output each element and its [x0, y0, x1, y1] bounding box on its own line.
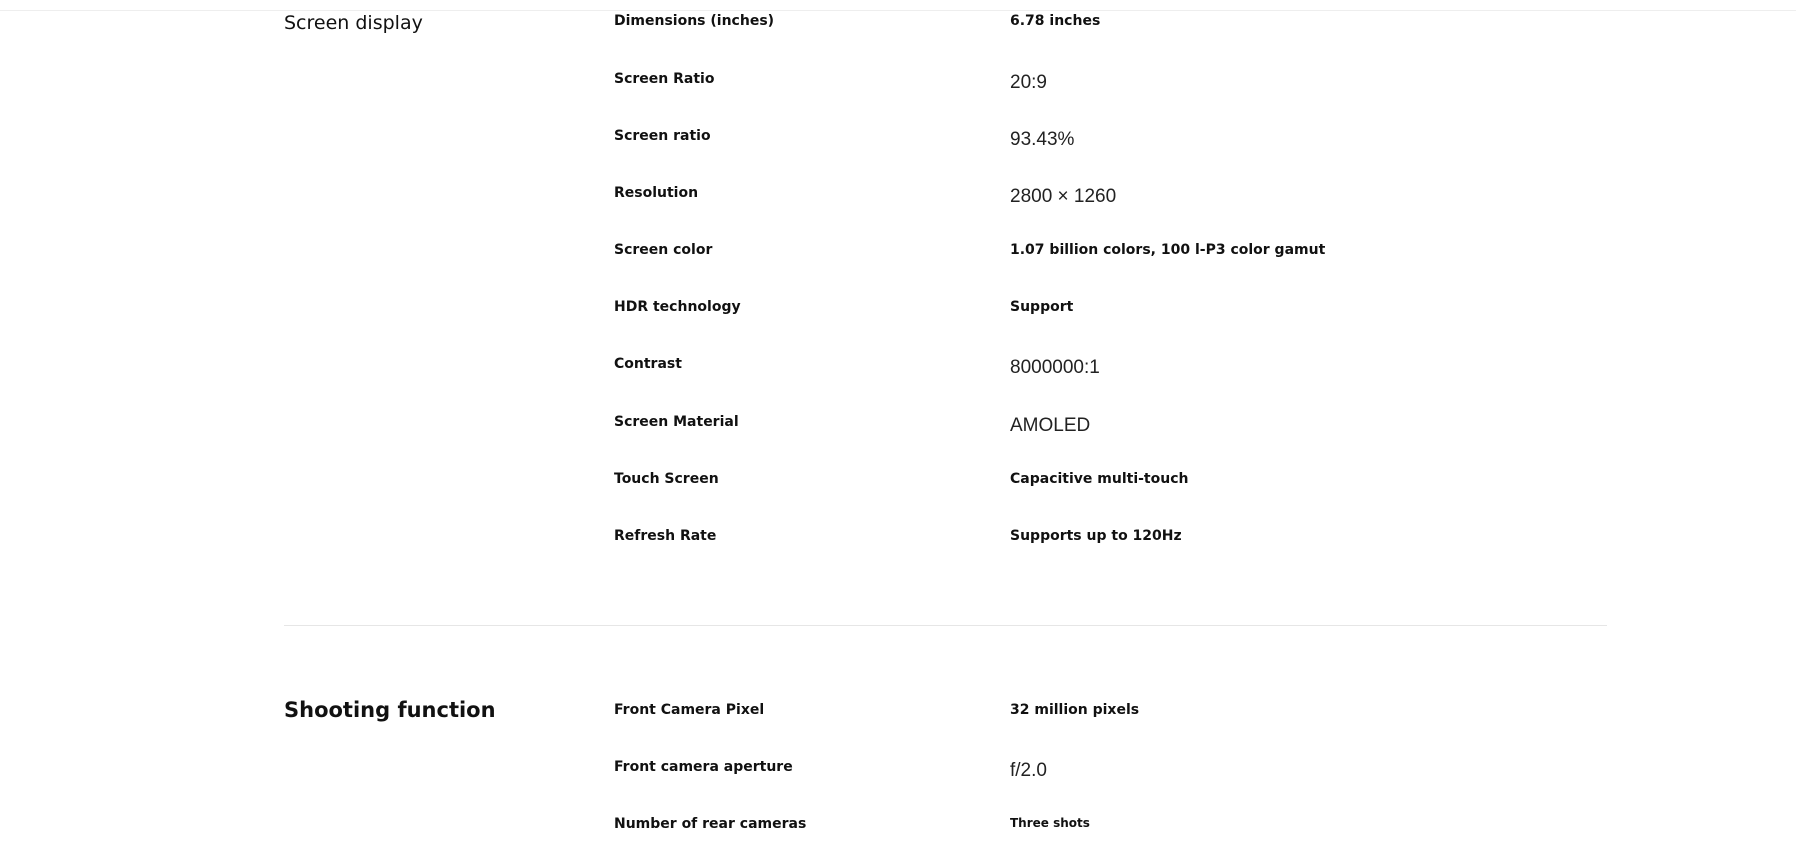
spec-row-resolution — [614, 185, 1604, 205]
spec-row-screen-to-body-ratio — [614, 128, 1604, 148]
spec-label: Front camera aperture — [614, 759, 793, 775]
section-title-screen-display: Screen display — [284, 12, 423, 34]
spec-label: Touch Screen — [614, 471, 719, 487]
spec-label: Screen color — [614, 242, 713, 258]
spec-label: Number of rear cameras — [614, 816, 807, 832]
spec-label: Screen Ratio — [614, 71, 715, 87]
spec-label: Resolution — [614, 185, 699, 201]
section-divider — [284, 625, 1607, 626]
spec-value: f/2.0 — [1010, 760, 1047, 781]
spec-row-refresh-rate — [614, 528, 1604, 548]
spec-label: Front Camera Pixel — [614, 702, 765, 718]
spec-row-dimensions — [614, 13, 1604, 33]
spec-label: Screen ratio — [614, 128, 711, 144]
spec-value: 6.78 inches — [1010, 13, 1101, 29]
spec-row-rear-cameras — [614, 816, 1604, 836]
spec-label: Contrast — [614, 356, 682, 372]
spec-value: AMOLED — [1010, 415, 1091, 436]
spec-value: 20:9 — [1010, 72, 1047, 93]
section-title-shooting-function: Shooting function — [284, 698, 496, 722]
spec-row-screen-color — [614, 242, 1604, 262]
spec-value: Support — [1010, 299, 1074, 315]
spec-label: HDR technology — [614, 299, 741, 315]
spec-row-screen-material — [614, 414, 1604, 434]
spec-value: Three shots — [1010, 816, 1090, 830]
spec-row-screen-ratio — [614, 71, 1604, 91]
spec-row-contrast — [614, 356, 1604, 376]
header-bottom-border — [0, 10, 1796, 11]
spec-value: 2800 × 1260 — [1010, 186, 1117, 207]
spec-value: 93.43% — [1010, 129, 1075, 150]
spec-label: Refresh Rate — [614, 528, 717, 544]
spec-row-touch-screen — [614, 471, 1604, 491]
spec-label: Screen Material — [614, 414, 739, 430]
spec-value: 32 million pixels — [1010, 702, 1140, 718]
spec-value: 1.07 billion colors, 100 l-P3 color gamut — [1010, 242, 1326, 258]
spec-value: 8000000:1 — [1010, 357, 1100, 378]
spec-value: Capacitive multi-touch — [1010, 471, 1189, 487]
spec-row-hdr — [614, 299, 1604, 319]
spec-row-front-camera-aperture — [614, 759, 1604, 779]
spec-row-front-camera-pixel — [614, 702, 1604, 722]
spec-value: Supports up to 120Hz — [1010, 528, 1182, 544]
spec-label: Dimensions (inches) — [614, 13, 775, 29]
